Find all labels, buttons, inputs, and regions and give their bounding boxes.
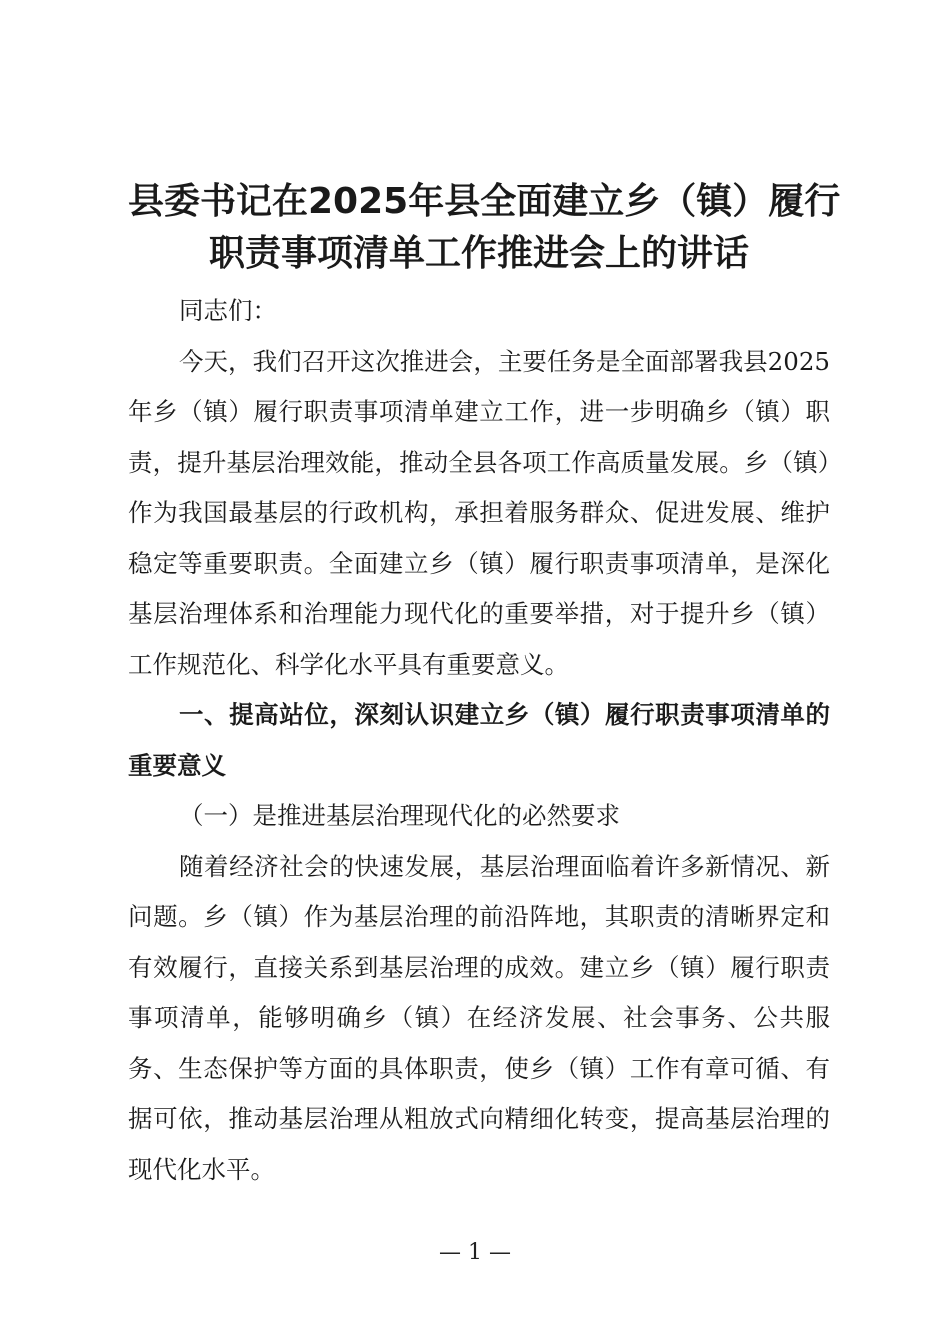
document-page <box>128 176 841 1195</box>
paragraph-subsection-1: 随着经济社会的快速发展，基层治理面临着许多新情况、新问题。乡（镇）作为基层治理的前沿阵地，其职责的清晰界定和有效履行，直接关系到基层治理的成效。建立乡（镇）履行职责事项清单，能够明确乡（镇）在经济发展、社会事务、公共服务、生态保护等方面的具体职责，使乡（镇）工作有章可循、有据可依，推动基层治理从粗放式向精细化转变，提高基层治理的现代化水平。 <box>128 851 830 1184</box>
salutation: 同志们： <box>179 296 277 325</box>
subsection-heading-1: （一）是推进基层治理现代化的必然要求 <box>179 801 620 830</box>
title-line-2: 职责事项清单工作推进会上的讲话 <box>208 233 749 274</box>
page-number: — 1 — <box>439 1240 511 1265</box>
document-title <box>128 176 841 280</box>
paragraph-intro: 今天，我们召开这次推进会，主要任务是全面部署我县2025年乡（镇）履行职责事项清单建立工作，进一步明确乡（镇）职责，提升基层治理效能，推动全县各项工作高质量发展。乡（镇）作为我国最基层的行政机构，承担着服务群众、促进发展、维护稳定等重要职责。全面建立乡（镇）履行职责事项清单，是深化基层治理体系和治理能力现代化的重要举措，对于提升乡（镇）工作规范化、科学化水平具有重要意义。 <box>128 346 830 679</box>
title-line-1: 县委书记在2025年县全面建立乡（镇）履行 <box>128 181 841 222</box>
section-heading-1: 一、提高站位，深刻认识建立乡（镇）履行职责事项清单的重要意义 <box>128 700 830 780</box>
